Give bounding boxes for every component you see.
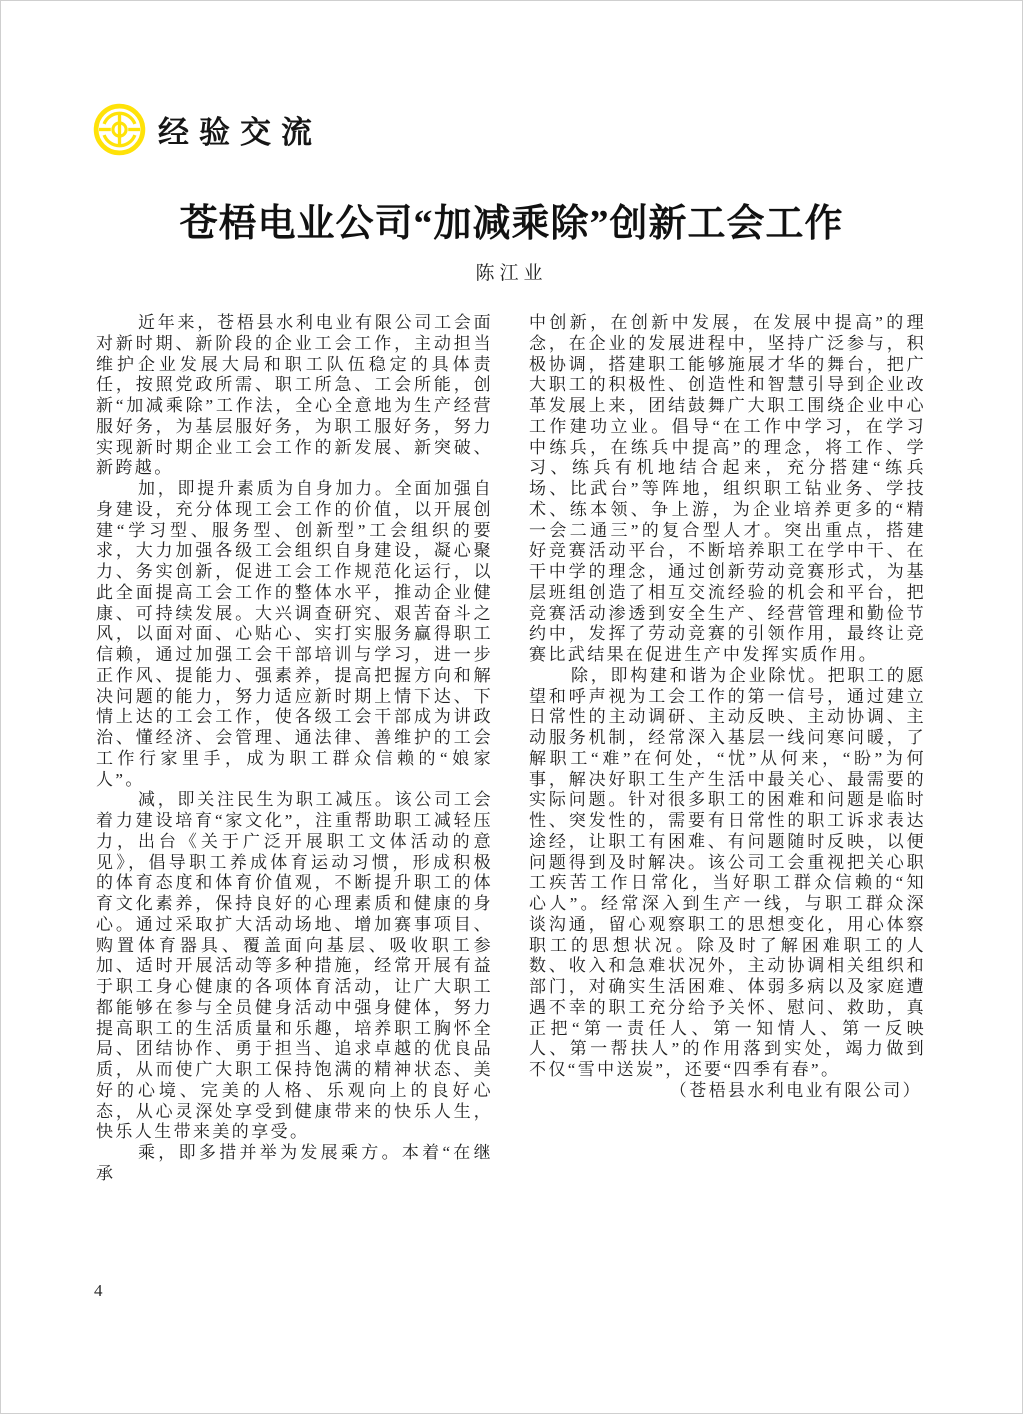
left-column	[96, 313, 493, 1185]
section-label: 经验交流	[158, 115, 322, 150]
trade-union-emblem-icon	[92, 102, 147, 157]
paragraph-cheng-continued: 中创新，在创新中发展，在发展中提高”的理念，在企业的发展进程中，坚持广泛参与，积极协调，搭建职工能够施展才华的舞台，把广大职工的积极性、创造性和智慧引导到企业改革发展上来，团结鼓舞广大职工围绕企业中心工作建功立业。倡导“在工作中学习，在学习中练兵，在练兵中提高”的理念，将工作、学习、练兵有机地结合起来，充分搭建“练兵场、比武台”等阵地，组织职工钻业务、学技术、练本领、争上游，为企业培养更多的“精一会二通三”的复合型人才。突出重点，搭建好竞赛活动平台，不断培养职工在学中干、在干中学的理念，通过创新劳动竞赛形式，为基层班组创造了相互交流经验的机会和平台，把竞赛活动渗透到安全生产、经营管理和勤俭节约中，发挥了劳动竞赛的引领作用，最终让竞赛比武结果在促进生产中发挥实质作用。	[529, 313, 926, 664]
article-attribution: （苍梧县水利电业有限公司）	[669, 1080, 922, 1100]
article-title: 苍梧电业公司“加减乘除”创新工会工作	[179, 203, 844, 245]
page-number: 4	[94, 1281, 103, 1300]
article-body	[96, 313, 927, 1185]
article-author: 陈江业	[475, 263, 548, 284]
right-column	[529, 313, 926, 1185]
paragraph-intro: 近年来，苍梧县水利电业有限公司工会面对新时期、新阶段的企业工会工作，主动担当维护企业发展大局和职工队伍稳定的具体责任，按照党政所需、职工所急、工会所能，创新“加减乘除”工作法，全心全意地为生产经营服好务，为基层服好务，为职工服好务，努力实现新时期企业工会工作的新发展、新突破、新跨越。	[96, 313, 493, 478]
paragraph-chu: 除，即构建和谐为企业除忧。把职工的愿望和呼声视为工会工作的第一信号，通过建立日常性的主动调研、主动反映、主动协调、主动服务机制，经常深入基层一线问寒问暖，了解职工“难”在何处，“忧”从何来，“盼”为何事，解决好职工生产生活中最关心、最需要的实际问题。针对很多职工的困难和问题是临时性、突发性的，需要有日常性的职工诉求表达途经，让职工有困难、有问题随时反映，以便问题得到及时解决。该公司工会重视把关心职工疾苦工作日常化，当好职工群众信赖的“知心人”。经常深入到生产一线，与职工群众深谈沟通，留心观察职工的思想变化，用心体察职工的思想状况。除及时了解困难职工的人数、收入和急难状况外，主动协调相关组织和部门，对确实生活困难、体弱多病以及家庭遭遇不幸的职工充分给予关怀、慰问、救助，真正把“第一责任人、第一知情人、第一反映人、第一帮扶人”的作用落到实处，竭力做到不仅“雪中送炭”，还要“四季有春”。	[529, 665, 926, 1079]
paragraph-cheng-start: 乘，即多措并举为发展乘方。本着“在继承	[96, 1143, 493, 1183]
paragraph-jian: 减，即关注民生为职工减压。该公司工会着力建设培育“家文化”，注重帮助职工减轻压力，出台《关于广泛开展职工文体活动的意见》，倡导职工养成体育运动习惯，形成积极的体育态度和体育价值观，不断提升职工的体育文化素养，保持良好的心理素质和健康的身心。通过采取扩大活动场地、增加赛事项目、购置体育器具、覆盖面向基层、吸收职工参加、适时开展活动等多种措施，经常开展有益于职工身心健康的各项体育活动，让广大职工都能够在参与全员健身活动中强身健体，努力提高职工的生活质量和乐趣，培养职工胸怀全局、团结协作、勇于担当、追求卓越的优良品质，从而使广大职工保持饱满的精神状态、美好的心境、完美的人格、乐观向上的良好心态，从心灵深处享受到健康带来的快乐人生，快乐人生带来美的享受。	[96, 790, 493, 1142]
paragraph-jia: 加，即提升素质为自身加力。全面加强自身建设，充分体现工会工作的价值，以开展创建“学习型、服务型、创新型”工会组织的要求，大力加强各级工会组织自身建设，凝心聚力、务实创新，促进工会工作规范化运行，以此全面提高工会工作的整体水平，推动企业健康、可持续发展。大兴调查研究、艰苦奋斗之风，以面对面、心贴心、实打实服务赢得职工信赖，通过加强工会干部培训与学习，进一步正作风、提能力、强素养，提高把握方向和解决问题的能力，努力适应新时期上情下达、下情上达的工会工作，使各级工会干部成为讲政治、懂经济、会管理、通法律、善维护的工会工作行家里手，成为职工群众信赖的“娘家人”。	[96, 479, 493, 789]
